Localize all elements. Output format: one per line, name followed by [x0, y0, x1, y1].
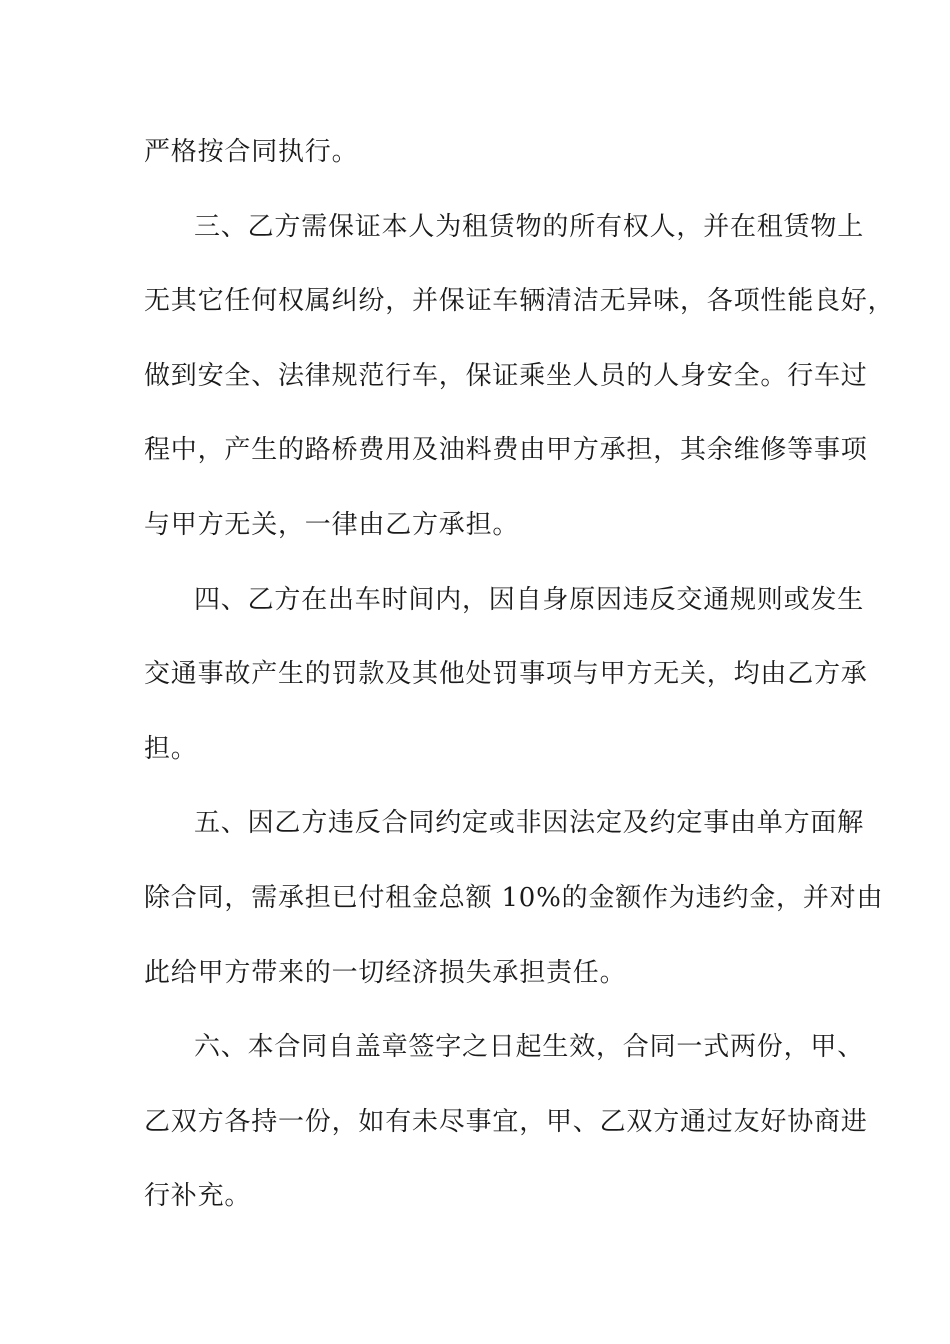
text-line: 除合同，需承担已付租金总额 10%的金额作为违约金，并对由 — [144, 882, 884, 913]
text-line: 乙双方各持一份，如有未尽事宜，甲、乙双方通过友好协商进 — [144, 1106, 868, 1137]
text-line: 与甲方无关，一律由乙方承担。 — [144, 509, 520, 540]
text-line: 做到安全、法律规范行车，保证乘坐人员的人身安全。行车过 — [144, 360, 868, 391]
clause-4-start: 四、乙方在出车时间内，因自身原因违反交通规则或发生 — [194, 584, 865, 615]
text-line: 无其它任何权属纠纷，并保证车辆清洁无异味，各项性能良好， — [144, 286, 895, 317]
text-line: 严格按合同执行。 — [144, 137, 359, 167]
contract-body — [144, 130, 895, 1249]
clause-3-start: 三、乙方需保证本人为租赁物的所有权人，并在租赁物上 — [194, 211, 865, 242]
text-line: 担。 — [144, 733, 198, 764]
text-line: 此给甲方带来的一切经济损失承担责任。 — [144, 957, 627, 988]
clause-5-start: 五、因乙方违反合同约定或非因法定及约定事由单方面解 — [194, 808, 865, 839]
text-line: 程中，产生的路桥费用及油料费由甲方承担，其余维修等事项 — [144, 435, 868, 466]
text-line: 交通事故产生的罚款及其他处罚事项与甲方无关，均由乙方承 — [144, 659, 868, 690]
clause-6-start: 六、本合同自盖章签字之日起生效，合同一式两份，甲、 — [194, 1032, 865, 1063]
text-line: 行补充。 — [144, 1181, 252, 1212]
